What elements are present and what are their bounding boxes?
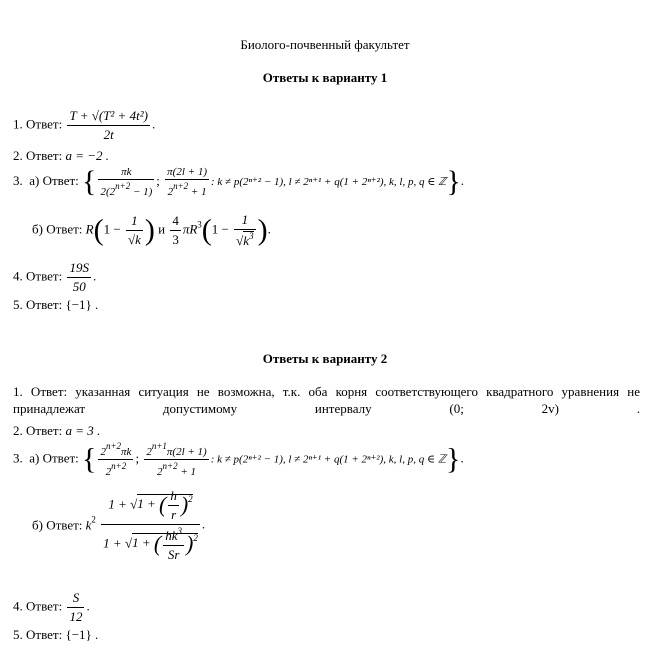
v2-item5-value: {−1} . — [65, 627, 99, 642]
v2-item2-number: 2. — [13, 423, 23, 438]
v2-item3-number: 3. — [13, 450, 23, 466]
v1-item2-value: a = −2 . — [65, 148, 109, 163]
v1-item2-label: Ответ: — [26, 148, 63, 163]
v2-item3b-label: б) Ответ: — [32, 517, 83, 533]
v1-item4: 4. Ответ: $\frac{19S}{50}$ . — [13, 260, 97, 294]
v2-item3b-fraction: 1 + √1 + ( $\frac{h}{r}$ )$^2$ 1 + √1 + ( $\frac{hk^3}{Sr}$ )$^2$ — [103, 488, 198, 562]
v1-item1-frac-num: T + √(T² + 4t²) — [67, 108, 149, 126]
v1-item5-label: Ответ: — [26, 297, 63, 312]
v2-item1: 1. Ответ: указанная ситуация не возможна, т.к. оба корня соответствующего квадратного уравнения не принадлежат допустимому интервалу (0; 2v) . — [13, 384, 640, 416]
v2-item4-number: 4. — [13, 598, 23, 614]
faculty-title: Биолого-почвенный факультет — [240, 37, 410, 52]
v1-set-conditions: : k ≠ p(2ⁿ⁺² − 1), l ≠ 2ⁿ⁺¹ + q(1 + 2ⁿ⁺²), k, l, p, q ∈ ℤ — [211, 175, 447, 188]
v1-item4-frac-num: 19S — [67, 260, 91, 278]
v1-item3b-and: и — [158, 221, 166, 237]
v1-item3b: б) Ответ: R(1 − $\frac{1}{√k}$ ) и $\frac{4}{3}$ $\pi R^3(1$ − $\frac{1}{√k^3}$ ). — [32, 212, 271, 248]
v2-item4-frac-den: 12 — [69, 609, 83, 624]
v1-item1-frac-den: 2t — [103, 127, 114, 142]
v2-item3a-label: а) Ответ: — [29, 450, 79, 466]
v1-item5-value: {−1} . — [65, 297, 99, 312]
left-brace: { — [82, 442, 97, 476]
v1-item3b-label: б) Ответ: — [32, 221, 83, 237]
v2-item5 — [13, 627, 98, 643]
variant1-title: Ответы к варианту 1 — [262, 70, 388, 85]
v1-item3b-frac3: $\frac{1}{√k^3}$ — [236, 212, 254, 248]
v2-item4-label: Ответ: — [26, 598, 63, 614]
v2-item3b: б) Ответ: $k^2$ 1 + √1 + ( $\frac{h}{r}$ )$^2$ 1 + √1 + ( $\frac{hk^3}{Sr}$ )$^2$ . — [32, 488, 206, 562]
v1-item4-number: 4. — [13, 268, 23, 284]
v1-item3a: 3. а) Ответ: { $\frac{\pi k}{2(2^{n+2} - 1)}$ ; $\frac{\pi(2l + 1)}{2^{n+2} + 1}$ : k ≠ p(2ⁿ⁺² − 1), l ≠ 2ⁿ⁺¹ + q(1 + 2ⁿ⁺²), k, l, p, q ∈ ℤ}. — [13, 165, 464, 198]
v2-item2-value: a = 3 . — [65, 423, 101, 438]
v1-item1-number: 1. — [13, 116, 23, 132]
v1-item1: 1. Ответ: $\frac{\text{T + √(T² + 4t²)}}{2t}$ . — [13, 108, 156, 142]
v1-item3a-label: а) Ответ: — [29, 172, 79, 188]
v2-set-conditions: : k ≠ p(2ⁿ⁺² − 1), l ≠ 2ⁿ⁺¹ + q(1 + 2ⁿ⁺²), k, l, p, q ∈ ℤ — [210, 453, 447, 466]
v1-item3-number: 3. — [13, 172, 23, 188]
v1-item1-label: Ответ: — [26, 116, 63, 132]
v1-item4-fraction — [67, 260, 91, 295]
v1-item5-number: 5. — [13, 297, 23, 312]
v2-set-frac1: $\frac{2^{n+2}\pi k}{2^{n+2}}$ — [100, 441, 132, 478]
v2-item2-label: Ответ: — [26, 423, 63, 438]
v2-item4-frac-num: S — [67, 590, 84, 608]
right-brace: } — [446, 165, 461, 198]
variant2-title: Ответы к варианту 2 — [262, 351, 388, 366]
v2-item2 — [13, 423, 100, 439]
v2-item5-number: 5. — [13, 627, 23, 642]
v1-item3b-frac2: $\frac{4}{3}$ — [172, 213, 179, 247]
left-brace: { — [82, 165, 97, 198]
v2-set-frac2: $\frac{2^{n+1}\pi(2l + 1)}{2^{n+2} + 1}$ — [146, 441, 207, 478]
v1-set-frac2: $\frac{\pi(2l + 1)}{2^{n+2} + 1}$ — [167, 166, 207, 198]
v1-item1-fraction — [67, 108, 149, 143]
v2-item4: 4. Ответ: $\frac{S}{12}$ . — [13, 590, 90, 624]
v2-item3a: 3. а) Ответ: { $\frac{2^{n+2}\pi k}{2^{n+2}}$ ; $\frac{2^{n+1}\pi(2l + 1)}{2^{n+2} + 1}$ : k ≠ p(2ⁿ⁺² − 1), l ≠ 2ⁿ⁺¹ + q(1 + 2ⁿ⁺²), k, l, p, q ∈ ℤ}. — [13, 441, 464, 478]
v2-item4-fraction — [67, 590, 84, 625]
right-brace: } — [446, 442, 461, 476]
v1-item4-frac-den: 50 — [72, 279, 86, 294]
v1-item2-number: 2. — [13, 148, 23, 163]
v1-item2 — [13, 148, 109, 164]
v1-item5 — [13, 297, 98, 313]
v1-set-frac1: $\frac{\pi k}{2(2^{n+2} - 1)}$ — [100, 166, 153, 198]
v2-item5-label: Ответ: — [26, 627, 63, 642]
v1-item4-label: Ответ: — [26, 268, 63, 284]
v1-item3b-frac1: $\frac{1}{√k}$ — [127, 213, 141, 247]
